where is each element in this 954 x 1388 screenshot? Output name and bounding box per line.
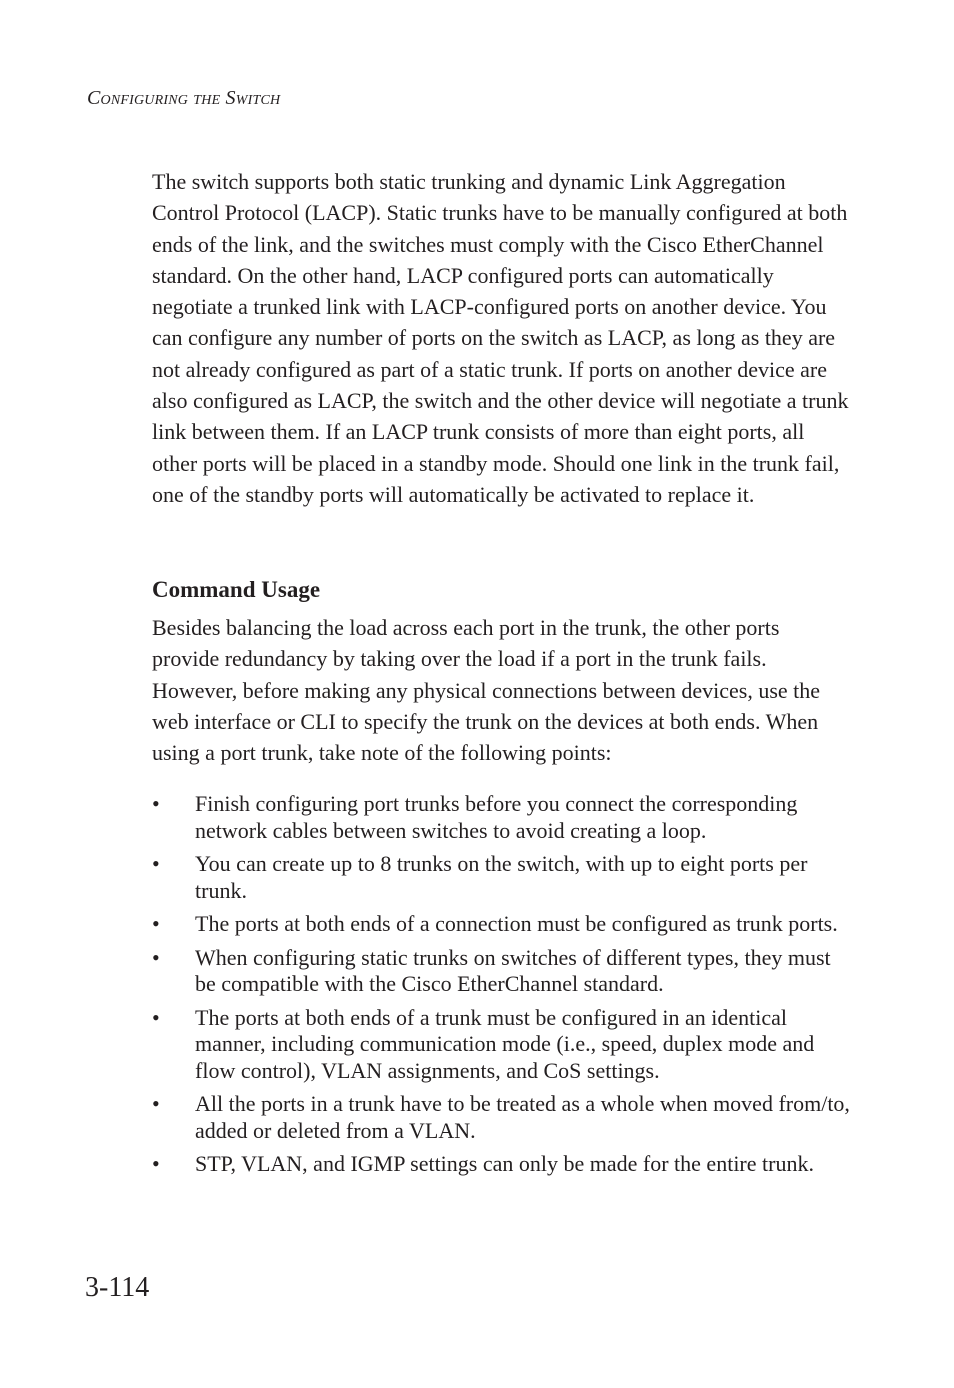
list-item (152, 851, 852, 904)
intro-paragraph: The switch supports both static trunking and dynamic Link Aggregation Control Protocol (LACP). Static trunks have to be manually configured at both ends of the link, and the switches must comply with the Cisco EtherChannel standard. On the other hand, LACP configured ports can automatically negotiate a trunked link with LACP-configured ports on another device. You can configure any number of ports on the switch as LACP, as long as they are not already configured as part of a static trunk. If ports on another device are also configured as LACP, the switch and the other device will negotiate a trunk link between them. If an LACP trunk consists of more than eight ports, all other ports will be placed in a standby mode. Should one link in the trunk fail, one of the standby ports will automatically be activated to replace it. (152, 169, 849, 507)
list-item (152, 911, 852, 938)
list-item-text: The ports at both ends of a connection must be configured as trunk ports. (195, 911, 838, 936)
bullet-icon: • (152, 1091, 160, 1116)
command-usage-paragraph: Besides balancing the load across each port in the trunk, the other ports provide redundancy by taking over the load if a port in the trunk fails. However, before making any physical connections between devices, use the web interface or CLI to specify the trunk on the devices at both ends. When using a port trunk, take note of the following points: (152, 615, 821, 766)
bullet-icon: • (152, 791, 160, 816)
list-item (152, 1151, 852, 1178)
list-item (152, 791, 852, 844)
bullet-icon: • (152, 911, 160, 936)
list-item-text: Finish configuring port trunks before you connect the corresponding network cables between switches to avoid creating a loop. (195, 791, 798, 843)
list-item-text: You can create up to 8 trunks on the switch, with up to eight ports per trunk. (195, 851, 808, 903)
running-head: Configuring the Switch (87, 87, 281, 109)
bullet-icon: • (152, 944, 160, 970)
bullet-list (152, 791, 852, 1185)
bullet-icon: • (152, 851, 160, 876)
page-number: 3-114 (85, 1272, 150, 1303)
bullet-icon: • (152, 1151, 160, 1176)
bullet-icon: • (152, 1004, 160, 1030)
list-item (152, 945, 852, 998)
list-item (152, 1005, 852, 1085)
list-item-text: The ports at both ends of a trunk must be configured in an identical manner, including communication mode (i.e., speed, duplex mode and flow control), VLAN assignments, and CoS settings. (195, 1004, 815, 1083)
list-item-text: STP, VLAN, and IGMP settings can only be made for the entire trunk. (195, 1151, 814, 1176)
list-item-text: When configuring static trunks on switches of different types, they must be compatible with the Cisco EtherChannel standard. (195, 944, 831, 996)
section-heading: Command Usage (152, 577, 321, 602)
list-item (152, 1091, 852, 1144)
list-item-text: All the ports in a trunk have to be treated as a whole when moved from/to, added or deleted from a VLAN. (195, 1091, 850, 1143)
